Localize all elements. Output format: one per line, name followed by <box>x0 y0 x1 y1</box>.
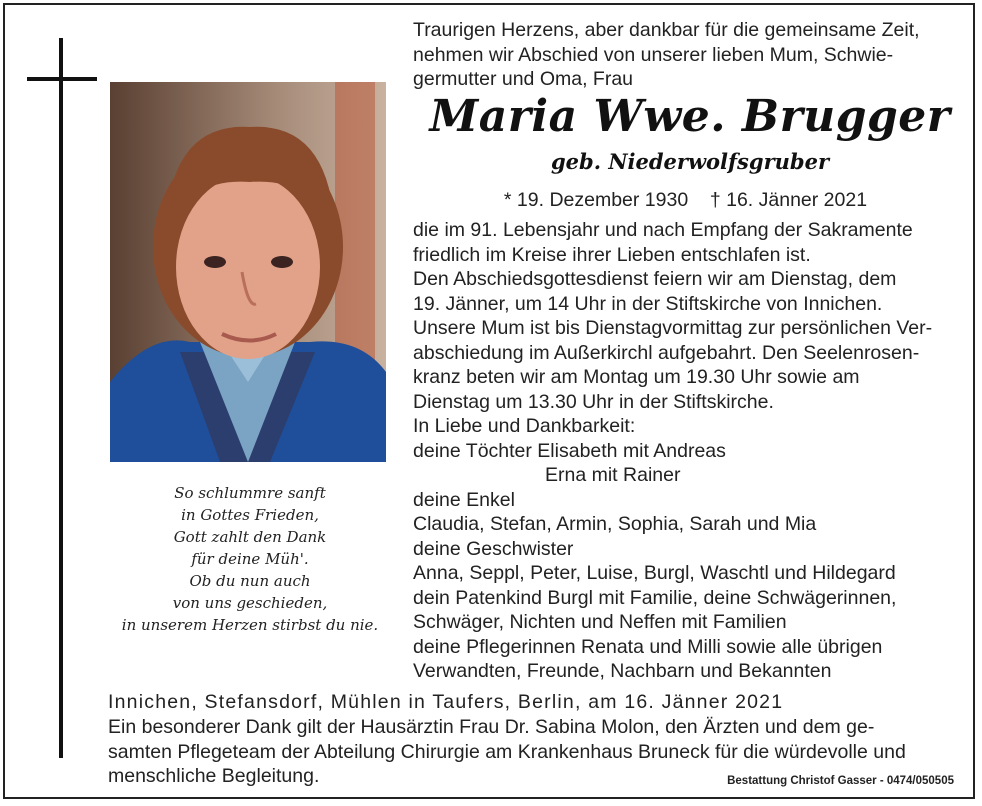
mourner-line: dein Patenkind Burgl mit Familie, deine Schwägerinnen, <box>413 586 897 609</box>
verse-line: in unserem Herzen stirbst du nie. <box>121 616 379 634</box>
mourner-line: Schwäger, Nichten und Neffen mit Familien <box>413 611 787 633</box>
verse-line: So schlummre sanft <box>174 484 326 502</box>
intro-text <box>413 18 958 92</box>
body-line: abschiedung im Außerkirchl aufgebahrt. Den Seelenrosen- <box>413 341 920 364</box>
cross-icon-vertical <box>59 38 63 758</box>
mourner-line: deine Töchter Elisabeth mit Andreas <box>413 439 726 462</box>
notice-body <box>413 218 958 684</box>
verse-line: Ob du nun auch <box>189 572 311 590</box>
thanks-line: Ein besonderer Dank gilt der Hausärztin Frau Dr. Sabina Molon, den Ärzten und dem ge- <box>108 716 875 738</box>
body-line: die im 91. Lebensjahr und nach Empfang der Sakramente <box>413 219 913 241</box>
intro-line: nehmen wir Abschied von unserer lieben Mum, Schwie- <box>413 43 894 66</box>
verse-line: von uns geschieden, <box>172 594 328 612</box>
mourners-heading: In Liebe und Dankbarkeit: <box>413 415 636 437</box>
mourner-line: Verwandten, Freunde, Nachbarn und Bekannten <box>413 660 832 682</box>
verse-line: in Gottes Frieden, <box>181 506 319 524</box>
thanks-line: samten Pflegeteam der Abteilung Chirurgie am Krankenhaus Bruneck für die würdevolle und <box>108 740 906 763</box>
deceased-born-name: geb. Niederwolfsgruber <box>550 149 830 174</box>
intro-line: Traurigen Herzens, aber dankbar für die gemeinsame Zeit, <box>413 19 920 41</box>
body-line: 19. Jänner, um 14 Uhr in der Stiftskirche von Innichen. <box>413 292 883 315</box>
body-line: Den Abschiedsgottesdienst feiern wir am Dienstag, dem <box>413 268 897 290</box>
memorial-verse <box>100 482 400 636</box>
body-line: kranz beten wir am Montag um 19.30 Uhr sowie am <box>413 366 860 388</box>
body-line: Unsere Mum ist bis Dienstagvormittag zur persönlichen Ver- <box>413 317 933 339</box>
body-line: friedlich im Kreise ihrer Lieben entschlafen ist. <box>413 243 811 266</box>
portrait-photo <box>110 82 386 462</box>
mourner-line: Claudia, Stefan, Armin, Sophia, Sarah und Mia <box>413 513 817 535</box>
verse-line: Gott zahlt den Dank <box>173 528 327 546</box>
undertaker-credit: Bestattung Christof Gasser - 0474/050505 <box>727 775 954 787</box>
mourner-line: Erna mit Rainer <box>545 464 681 486</box>
mourner-line: deine Pflegerinnen Renata und Milli sowie alle übrigen <box>413 635 883 658</box>
deceased-name: Maria Wwe. Brugger <box>429 91 951 142</box>
place-and-date: Innichen, Stefansdorf, Mühlen in Taufers, Berlin, am 16. Jänner 2021 <box>108 691 784 713</box>
verse-line: für deine Müh'. <box>191 550 309 568</box>
body-line: Dienstag um 13.30 Uhr in der Stiftskirche. <box>413 390 774 413</box>
intro-line: germutter und Oma, Frau <box>413 68 634 90</box>
life-dates: * 19. Dezember 1930 † 16. Jänner 2021 <box>503 189 868 211</box>
mourner-line: deine Enkel <box>413 488 515 511</box>
mourner-line: deine Geschwister <box>413 537 574 560</box>
thanks-line: menschliche Begleitung. <box>108 765 320 787</box>
cross-icon-horizontal <box>27 77 97 81</box>
mourner-line: Anna, Seppl, Peter, Luise, Burgl, Waschtl und Hildegard <box>413 562 896 584</box>
